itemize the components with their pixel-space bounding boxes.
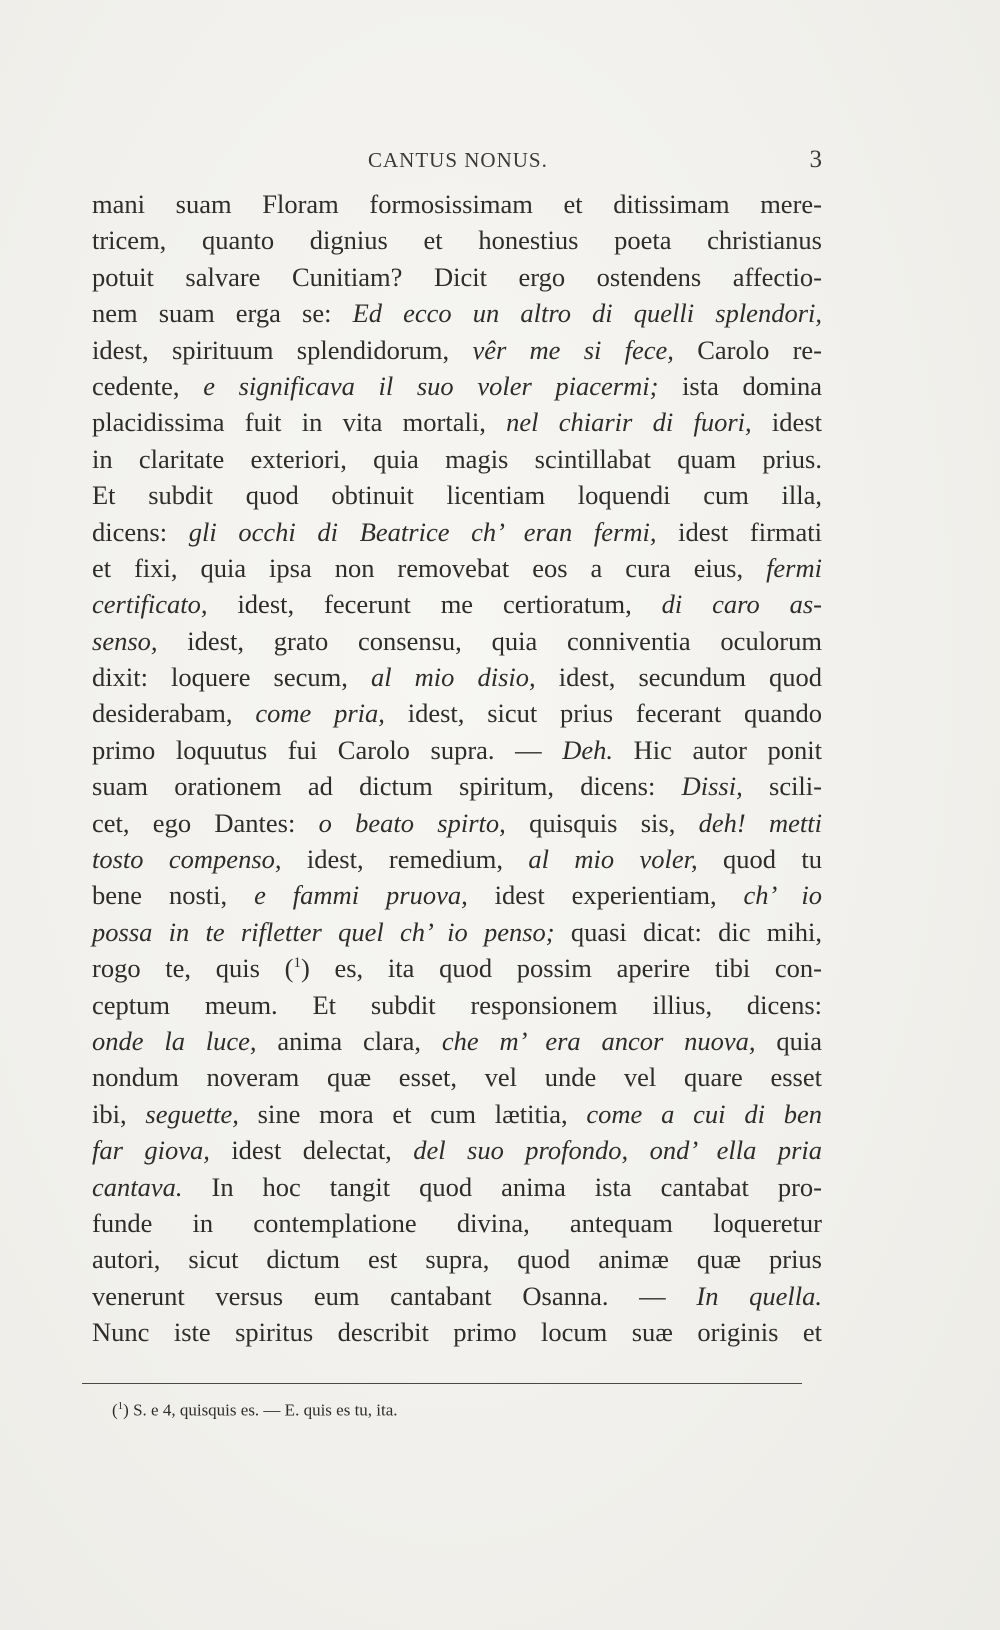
text-segment: Nunc iste spiritus describit primo locum suæ originis et: [92, 1317, 822, 1348]
text-line: [92, 477, 822, 513]
footnote-reference: 1: [293, 955, 301, 972]
text-segment: idest firmati: [656, 516, 822, 547]
text-line: [92, 1132, 822, 1168]
text-segment: nondum noveram quæ esset, vel unde vel quare esset: [92, 1062, 822, 1093]
text-segment: Hic autor ponit: [613, 734, 822, 765]
text-segment: ibi,: [92, 1098, 146, 1129]
text-segment: primo loquutus fui Carolo supra. —: [92, 734, 563, 765]
text-segment: sine mora et cum lætitia,: [238, 1098, 587, 1129]
text-line: [92, 623, 822, 659]
text-line: [92, 222, 822, 258]
text-line: [92, 514, 822, 550]
page-header: [92, 148, 822, 180]
text-line: [92, 1205, 822, 1241]
page-number: 3: [809, 146, 822, 173]
italic-segment: o beato spirto,: [318, 807, 506, 838]
text-segment: potuit salvare Cunitiam? Dicit ergo ostendens affectio-: [92, 261, 822, 292]
italic-segment: ch’ io: [743, 880, 823, 911]
italic-segment: nel chiarir di fuori,: [506, 407, 752, 438]
italic-segment: di caro as-: [661, 589, 823, 620]
text-segment: idest delectat,: [209, 1135, 414, 1166]
text-segment: tricem, quanto dignius et honestius poeta christianus: [92, 225, 822, 256]
text-segment: quia: [755, 1025, 822, 1056]
footnote: ($^1$) S. e 4, quisquis es. — E. quis es tu, ita.: [112, 1400, 398, 1420]
text-line: [92, 1241, 822, 1277]
italic-segment: Ed ecco un altro di quelli splendori,: [352, 298, 822, 329]
italic-segment: come a cui di ben: [586, 1098, 822, 1129]
italic-segment: possa in te rifletter quel ch’ io penso;: [92, 916, 555, 947]
text-line: [92, 768, 822, 804]
text-line: [92, 586, 822, 622]
text-segment: rogo te, quis (: [92, 953, 294, 984]
italic-segment: e fammi pruova,: [254, 880, 468, 911]
italic-segment: gli occhi di Beatrice ch’ eran fermi,: [188, 516, 657, 547]
text-line: [92, 295, 822, 331]
text-segment: quisquis sis,: [505, 807, 699, 838]
text-line: [92, 1169, 822, 1205]
body-text: [92, 186, 822, 1351]
text-line: [92, 368, 822, 404]
italic-segment: al mio disio,: [370, 662, 536, 693]
text-segment: idest, spirituum splendidorum,: [92, 334, 473, 365]
text-line: [92, 259, 822, 295]
text-line: [92, 659, 822, 695]
text-line: [92, 732, 822, 768]
text-line: [92, 441, 822, 477]
text-segment: idest, grato consensu, quia conniventia oculorum: [157, 625, 822, 656]
italic-segment: e significava il suo voler piacermi;: [203, 370, 659, 401]
text-segment: idest, fecerunt me certioratum,: [207, 589, 662, 620]
italic-segment: cantava.: [92, 1171, 183, 1202]
text-segment: idest, secundum quod: [535, 662, 823, 693]
text-segment: Carolo re-: [673, 334, 823, 365]
text-segment: cedente,: [92, 370, 204, 401]
text-segment: dixit: loquere secum,: [92, 662, 371, 693]
text-segment: idest, sicut prius fecerant quando: [384, 698, 822, 729]
text-line: [92, 1096, 822, 1132]
text-segment: ) es, ita quod possim aperire tibi con-: [300, 953, 822, 984]
text-segment: placidissima fuit in vita mortali,: [92, 407, 507, 438]
text-line: [92, 1023, 822, 1059]
italic-segment: senso,: [92, 625, 158, 656]
text-segment: Et subdit quod obtinuit licentiam loquendi cum illa,: [92, 480, 822, 511]
italic-segment: In quella.: [696, 1280, 823, 1311]
text-line: [92, 695, 822, 731]
italic-segment: fermi: [766, 552, 822, 583]
text-line: [92, 332, 822, 368]
italic-segment: seguette,: [145, 1098, 239, 1129]
text-line: [92, 841, 822, 877]
text-segment: venerunt versus eum cantabant Osanna. —: [92, 1280, 697, 1311]
text-line: [92, 550, 822, 586]
italic-segment: del suo profondo, ond’ ella pria: [413, 1135, 822, 1166]
text-segment: desiderabam,: [92, 698, 256, 729]
italic-segment: Deh.: [562, 734, 614, 765]
text-segment: ceptum meum. Et subdit responsionem illius, dicens:: [92, 989, 822, 1020]
text-segment: bene nosti,: [92, 880, 255, 911]
text-segment: suam orationem ad dictum spiritum, dicens:: [92, 771, 682, 802]
running-title: CANTUS NONUS.: [368, 148, 548, 172]
italic-segment: tosto compenso,: [92, 844, 282, 875]
italic-segment: onde la luce,: [92, 1025, 257, 1056]
italic-segment: certificato,: [92, 589, 208, 620]
text-line: [92, 950, 822, 986]
text-segment: idest, remedium,: [281, 844, 529, 875]
italic-segment: che m’ era ancor nuova,: [441, 1025, 756, 1056]
text-segment: quod tu: [697, 844, 822, 875]
italic-segment: al mio voler,: [528, 844, 698, 875]
text-segment: dicens:: [92, 516, 189, 547]
text-line: [92, 987, 822, 1023]
text-segment: quasi dicat: dic mihi,: [554, 916, 822, 947]
text-segment: nem suam erga se:: [92, 298, 353, 329]
text-segment: idest experientiam,: [467, 880, 744, 911]
text-line: [92, 1059, 822, 1095]
text-segment: In hoc tangit quod anima ista cantabat pro-: [182, 1171, 822, 1202]
italic-segment: deh! metti: [698, 807, 822, 838]
text-line: [92, 404, 822, 440]
text-segment: et fixi, quia ipsa non removebat eos a cura eius,: [92, 552, 767, 583]
footnote-rule: [82, 1383, 802, 1384]
italic-segment: far giova,: [92, 1135, 210, 1166]
text-line: [92, 805, 822, 841]
text-line: [92, 1278, 822, 1314]
italic-segment: Dissi,: [681, 771, 743, 802]
text-segment: anima clara,: [256, 1025, 442, 1056]
footnote-text: S. e 4, quisquis es. — E. quis es tu, ita.: [128, 1400, 398, 1420]
text-segment: cet, ego Dantes:: [92, 807, 319, 838]
text-segment: ista domina: [658, 370, 822, 401]
text-line: [92, 186, 822, 222]
text-segment: funde in contemplatione divina, antequam loqueretur: [92, 1207, 822, 1238]
italic-segment: come pria,: [255, 698, 385, 729]
text-segment: scili-: [742, 771, 822, 802]
footnote-marker: 1: [117, 1400, 124, 1412]
text-segment: in claritate exteriori, quia magis scintillabat quam prius.: [92, 443, 822, 474]
text-line: [92, 914, 822, 950]
text-segment: idest: [751, 407, 822, 438]
text-segment: autori, sicut dictum est supra, quod animæ quæ prius: [92, 1244, 822, 1275]
text-line: [92, 877, 822, 913]
text-segment: mani suam Floram formosissimam et ditissimam mere-: [92, 189, 822, 219]
text-line: [92, 1314, 822, 1350]
italic-segment: vêr me si fece,: [472, 334, 674, 365]
